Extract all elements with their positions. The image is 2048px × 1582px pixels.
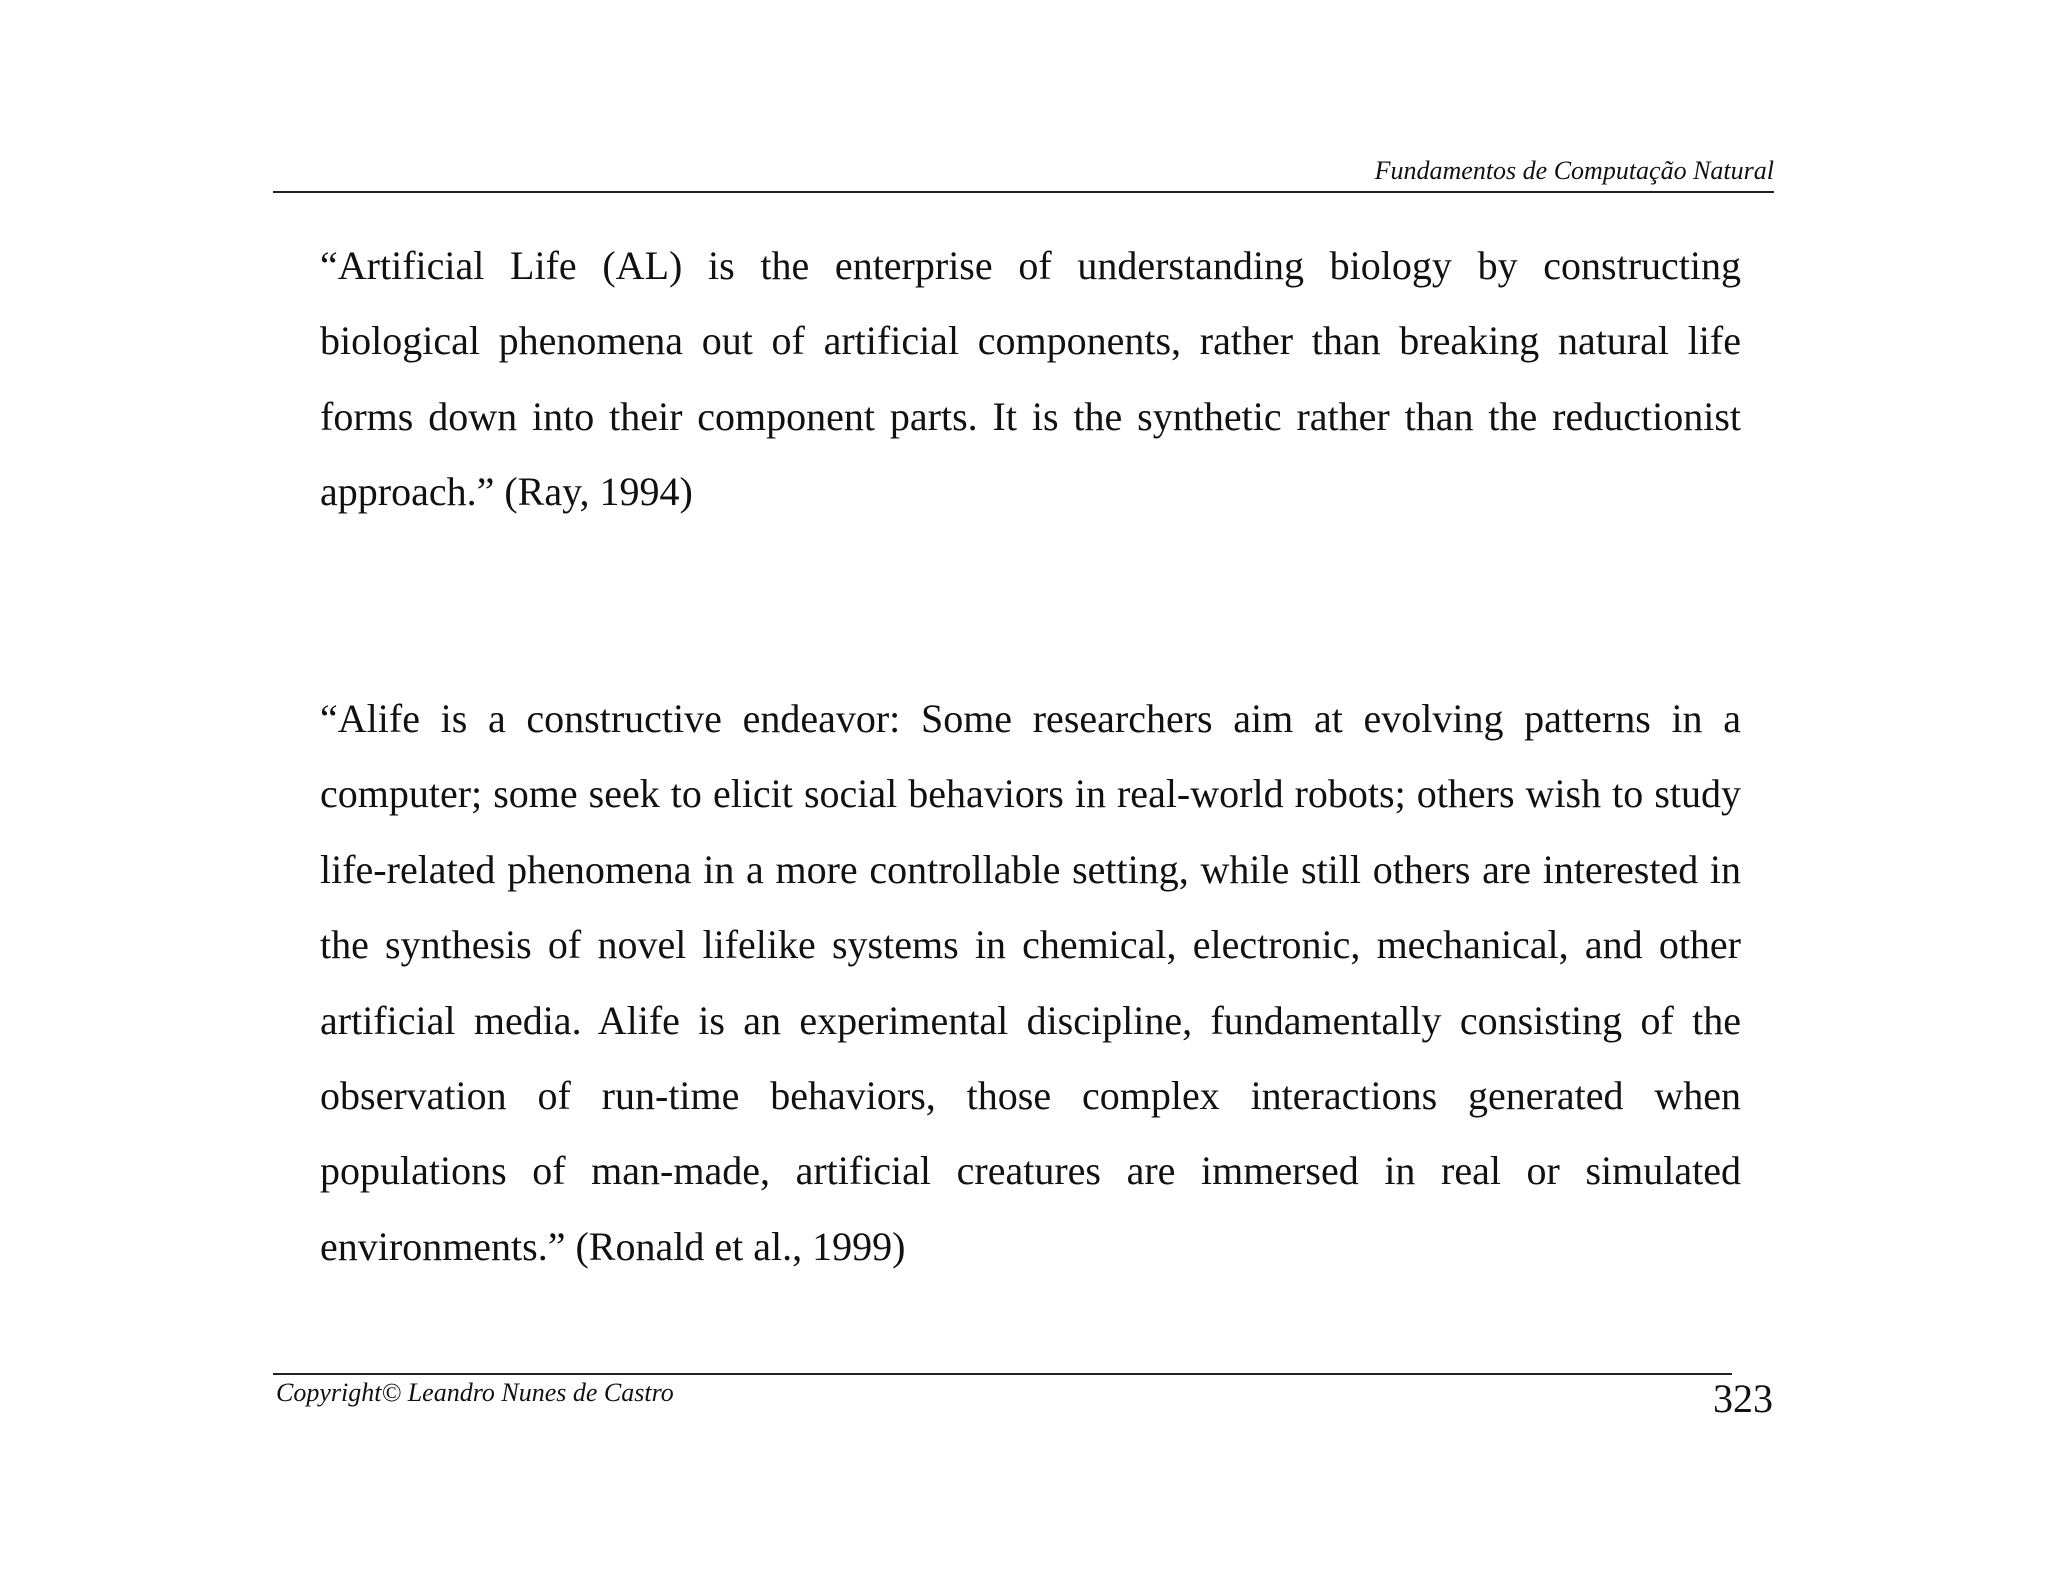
footer-rule [273,1373,1732,1375]
quote-ray-1994: “Artificial Life (AL) is the enterprise of understanding biology by constructing biological phenomena out of artificial components, rather than breaking natural life forms down into their component parts. It is the synthetic rather than the reductionist approach.” (Ray, 1994) [320,243,1741,515]
running-header-title: Fundamentos de Computação Natural [1374,156,1774,185]
header-rule [273,191,1774,193]
quote-ronald-1999: “Alife is a constructive endeavor: Some researchers aim at evolving patterns in a computer; some seek to elicit social behaviors in real-world robots; others wish to study life-related phenomena in a more controllable setting, while still others are interested in the synthesis of novel lifelike systems in chemical, electronic, mechanical, and other artificial media. Alife is an experimental discipline, fundamentally consisting of the observation of run-time behaviors, those complex interactions generated when populations of man-made, artificial creatures are immersed in real or simulated environments.” (Ronald et al., 1999) [320,696,1741,1269]
page-number: 323 [1713,1376,1773,1421]
footer-copyright: Copyright© Leandro Nunes de Castro [276,1378,674,1407]
